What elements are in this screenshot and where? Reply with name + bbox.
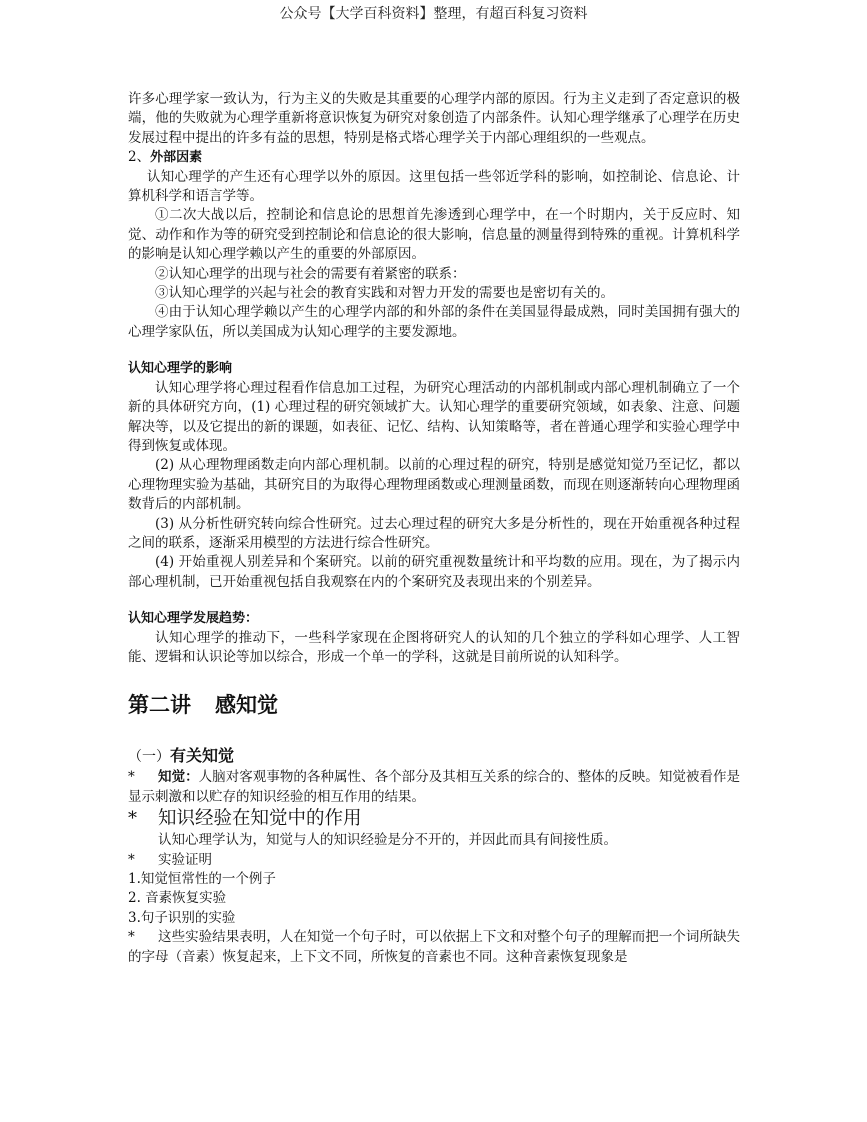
paragraph-point-3: ③认知心理学的兴起与社会的教育实践和对智力开发的需要也是密切有关的。 — [155, 285, 614, 302]
paragraph-influence-2: (2) 从心理物理函数走向内部心理机制。以前的心理过程的研究，特别是感觉知觉乃至记忆，都以心理物理实验为基础，其研究目的为取得心理物理函数或心理测量函数，而现在则逐渐转向心理物理函数背后的内部机制。 — [128, 457, 740, 513]
section-name: 有关知觉 — [170, 746, 235, 766]
section-title — [128, 745, 740, 768]
heading-number: 2、 — [128, 149, 151, 166]
experiment-title: 实验证明 — [158, 851, 212, 868]
document-body — [128, 90, 740, 967]
paragraph-external-intro: 认知心理学的产生还有心理学以外的原因。这里包括一些邻近学科的影响，如控制论、信息论、计算机科学和语言学等。 — [128, 168, 740, 205]
experiment-2: 2. 音素恢复实验 — [128, 890, 227, 907]
heading-text: 外部因素 — [150, 150, 203, 166]
paragraph-point-1: ①二次大战以后，控制论和信息论的思想首先渗透到心理学中，在一个时期内，关于反应时、知觉、动作和作为等的研究受到控制论和信息论的很大影响，信息量的测量得到特殊的重视。计算机科学的影响是认知心理学赖以产生的重要的外部原因。 — [128, 207, 740, 263]
paragraph-influence-1: 认知心理学将心理过程看作信息加工过程，为研究心理活动的内部机制或内部心理机制确立了一个新的具体研究方向，(1) 心理过程的研究领域扩大。认知心理学的重要研究领域，如表象、注意、问题解决等，以及它提出的新的课题，如表征、记忆、结构、认知策略等，者在普通心理学和实验心理学中得到恢复或体现。 — [128, 379, 740, 454]
heading-trend: 认知心理学发展趋势： — [128, 611, 259, 627]
bullet-experiment — [128, 851, 740, 870]
chapter-title — [128, 691, 740, 719]
bullet-star: * — [128, 769, 135, 786]
section-number: （一） — [128, 749, 170, 766]
heading-external-factors — [128, 148, 740, 167]
bullet-star: * — [128, 808, 137, 830]
experiment-3: 3.句子识别的实验 — [128, 909, 236, 926]
bullet-star: * — [128, 851, 135, 868]
paragraph-trend: 认知心理学的推动下，一些科学家现在企图将研究人的认知的几个独立的学科如心理学、人工智能、逻辑和认识论等加以综合，形成一个单一的学科，这就是目前所说的认知科学。 — [128, 629, 740, 665]
paragraph-internal-causes: 许多心理学家一致认为，行为主义的失败是其重要的心理学内部的原因。行为主义走到了否定意识的极端，他的失败就为心理学重新将意识恢复为研究对象创造了内部条件。认知心理学继承了心理学在历史发展过程中提出的许多有益的思想，特别是格式塔心理学关于内部心理组织的一些观点。 — [128, 91, 740, 146]
bullet-perception — [128, 768, 740, 807]
page-header: 公众号【大学百科资料】整理，有超百科复习资料 — [279, 6, 588, 22]
heading-influence: 认知心理学的影响 — [128, 361, 233, 377]
paragraph-influence-3: (3) 从分析性研究转向综合性研究。过去心理过程的研究大多是分析性的，现在开始重视各种过程之间的联系，逐渐采用模型的方法进行综合性研究。 — [128, 515, 740, 551]
paragraph-point-4: ④由于认知心理学赖以产生的心理学内部的和外部的条件在美国显得最成熟，同时美国拥有强大的心理学家队伍，所以美国成为认知心理学的主要发源地。 — [128, 304, 740, 340]
knowledge-text: 认知心理学认为，知觉与人的知识经验是分不开的，并因此而具有间接性质。 — [158, 832, 617, 849]
chapter-name: 感知觉 — [215, 692, 278, 718]
conclusion-text: 这些实验结果表明，人在知觉一个句子时，可以依据上下文和对整个句子的理解而把一个词所缺失的字母（音素）恢复起来，上下文不同，所恢复的音素也不同。这种音素恢复现象是 — [128, 929, 740, 965]
bullet-conclusion — [128, 928, 740, 967]
paragraph-point-2: ②认知心理学的出现与社会的需要有着紧密的联系： — [155, 265, 466, 282]
term-perception: 知觉： — [158, 769, 199, 786]
paragraph-influence-4: (4) 开始重视人别差异和个案研究。以前的研究重视数量统计和平均数的应用。现在，为了揭示内部心理机制，已开始重视包括自我观察在内的个案研究及表现出来的个别差异。 — [128, 554, 740, 590]
knowledge-title: 知识经验在知觉中的作用 — [158, 808, 362, 830]
chapter-number: 第二讲 — [128, 692, 191, 718]
definition-perception: 人脑对客观事物的各种属性、各个部分及其相互关系的综合的、整体的反映。知觉被看作是显示刺激和以贮存的知识经验的相互作用的结果。 — [128, 769, 740, 805]
experiment-1: 1.知觉恒常性的一个例子 — [128, 871, 276, 887]
bullet-knowledge-title — [128, 807, 740, 831]
bullet-star: * — [128, 929, 135, 946]
